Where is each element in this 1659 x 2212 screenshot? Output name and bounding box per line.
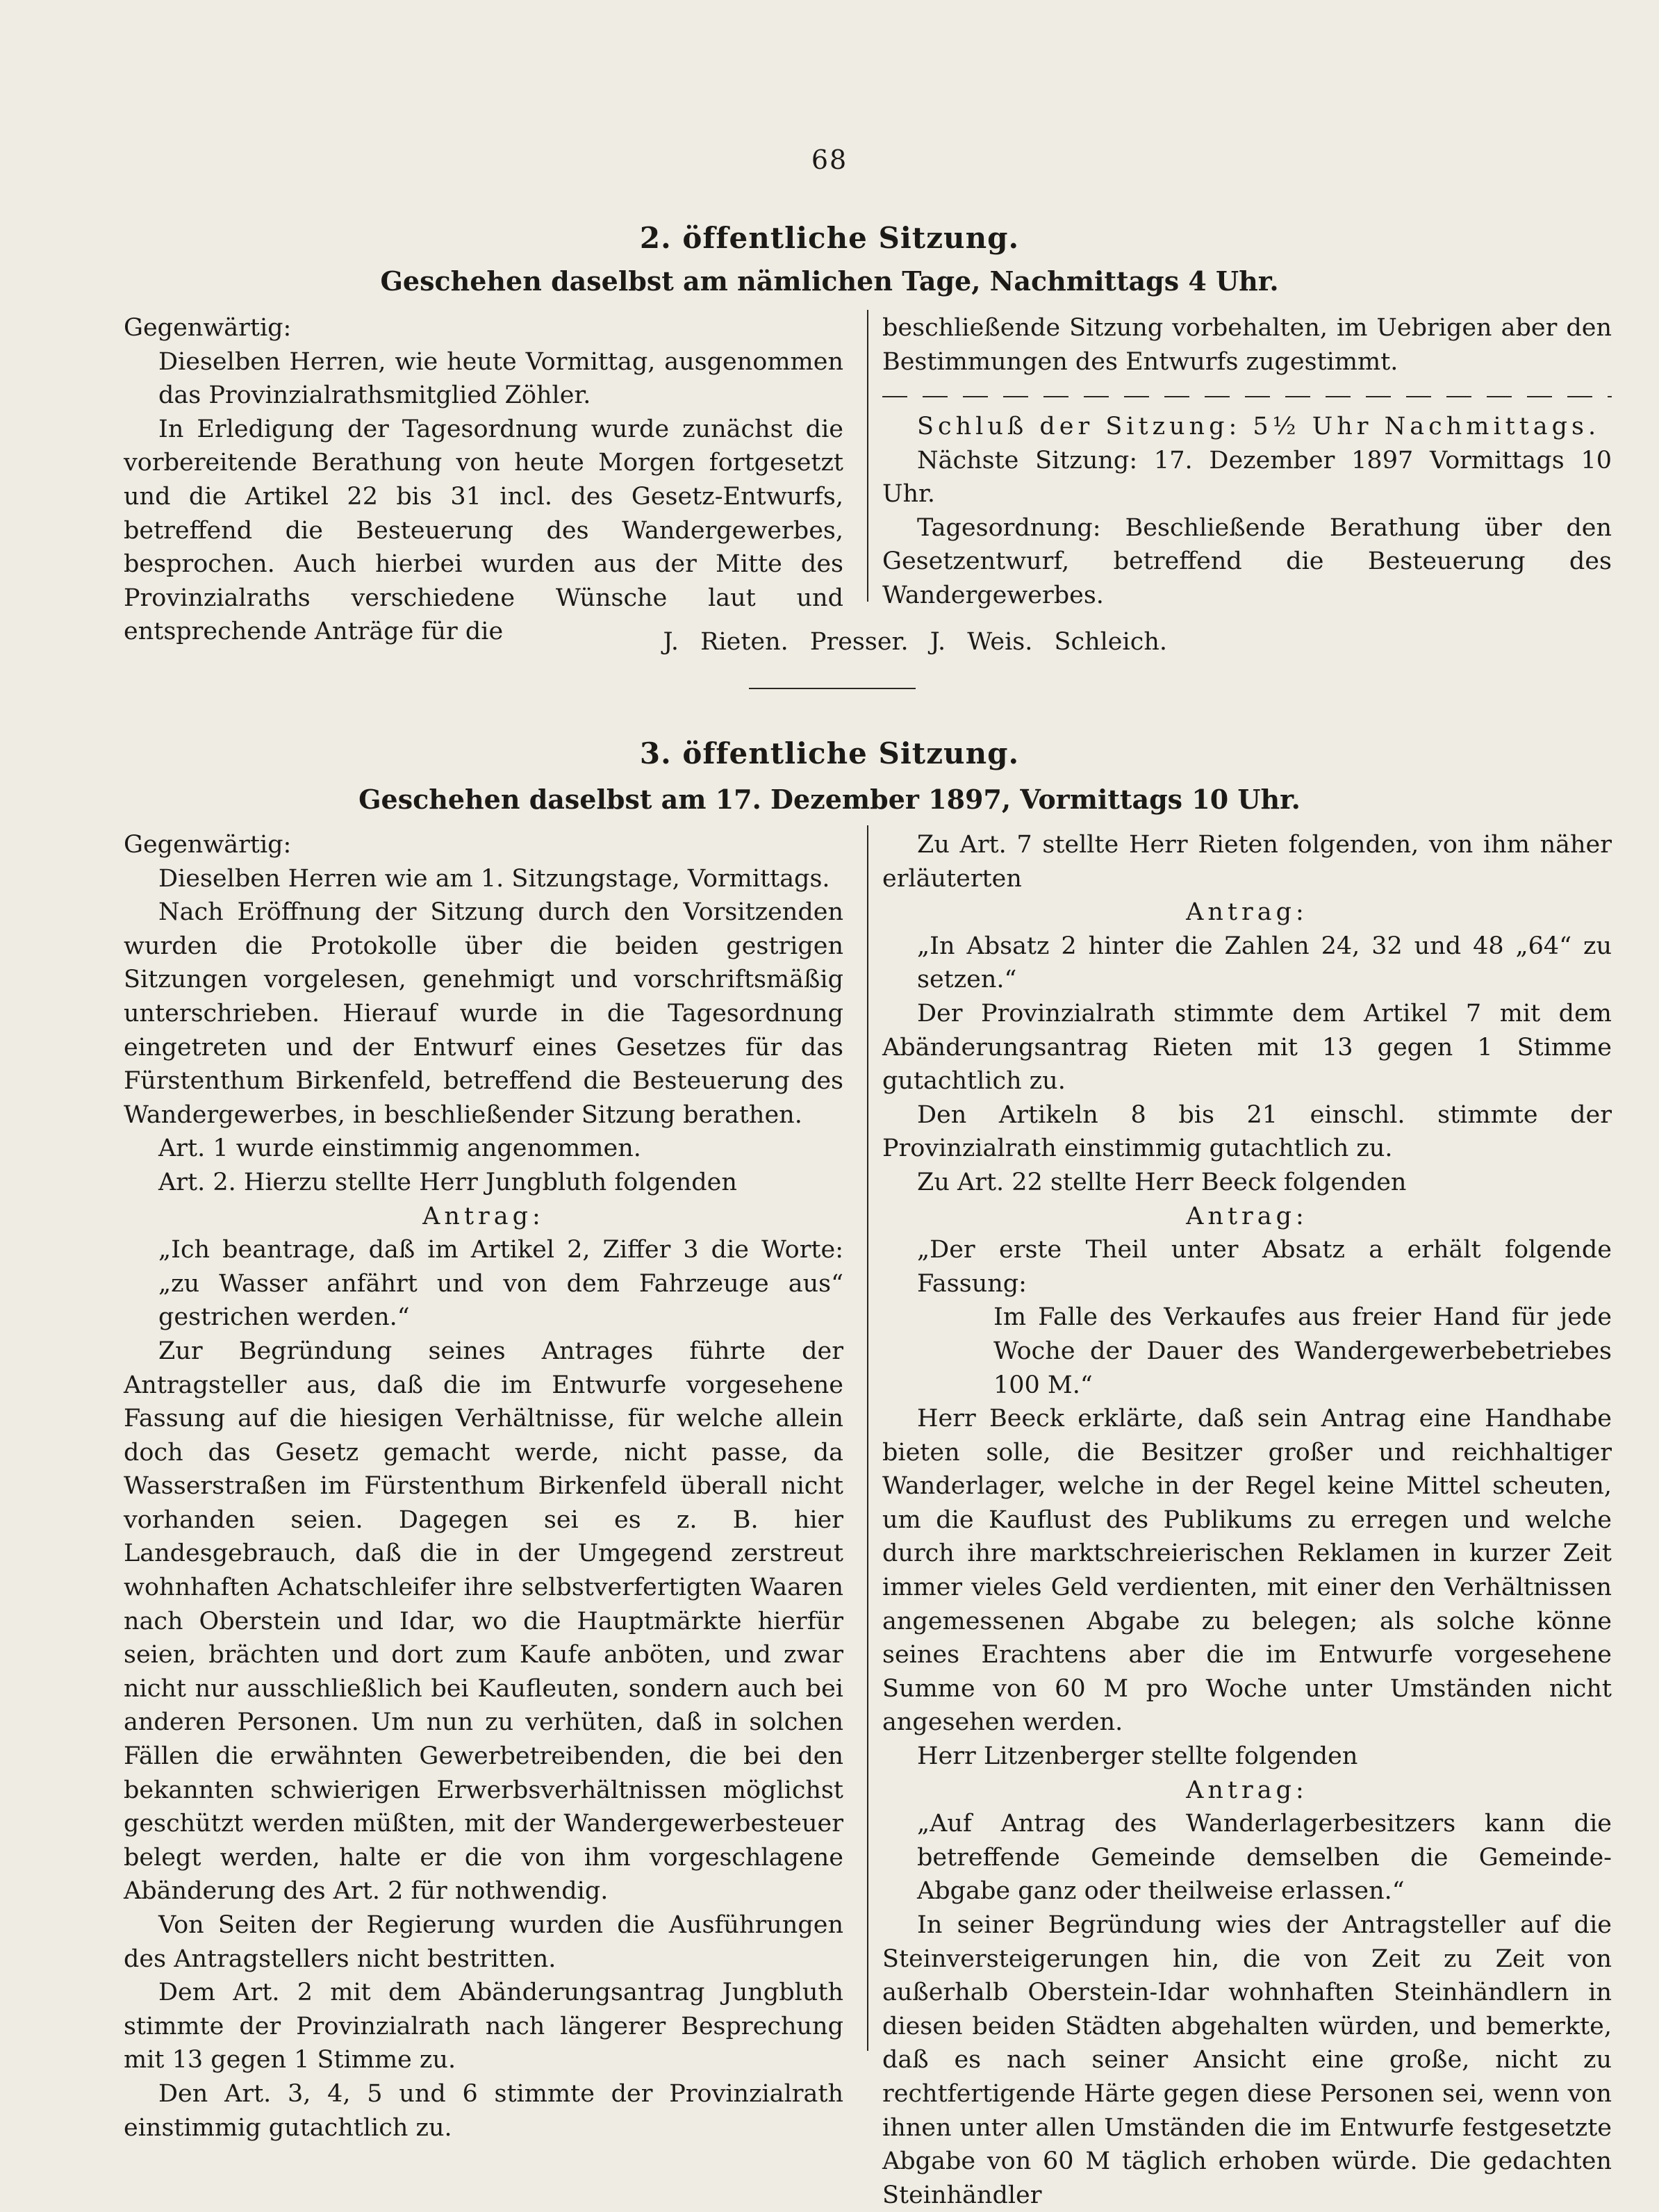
paragraph: In seiner Begründung wies der Antragsteller auf die Steinversteigerungen hin, die von Zeit zu Zeit von außerhalb Oberstein-Idar wohnhaften Steinhändlern in diesen beiden Städten abgehalten würden, und bemerkte, daß es nach seiner Ansicht eine große, nicht zu rechtfertigende Härte gegen diese Personen sei, wenn von ihnen unter allen Umständen die im Entwurfe festgesetzte Abgabe von 60 M täglich erhoben würde. Die gedachten Steinhändler [882,1911,1612,2209]
paragraph: Der Provinzialrath stimmte dem Artikel 7 mit dem Abänderungsantrag Rieten mit 13 gegen 1 Stimme gutachtlich zu. [882,999,1612,1096]
motion-text: „Ich beantrage, daß im Artikel 2, Ziffer 3 die Worte: „zu Wasser anfährt und von dem Fahrzeuge aus“ gestrichen werden.“ [158,1236,843,1332]
section-separator [749,688,916,689]
motion-heading: Antrag: [422,1202,545,1230]
paragraph: Gegenwärtig: [124,831,292,859]
paragraph: Den Art. 3, 4, 5 und 6 stimmte der Provinzialrath einstimmig gutachtlich zu. [124,2079,843,2142]
paragraph: Nach Eröffnung der Sitzung durch den Vorsitzenden wurden die Protokolle über die beiden gestrigen Sitzungen vorgelesen, genehmigt und vorschriftsmäßig unterschrieben. Hierauf wurde in die Tagesordnung eingetreten und der Entwurf eines Gesetzes für das Fürstenthum Birkenfeld, betreffend die Besteuerung des Wandergewerbes, in beschließender Sitzung berathen. [124,898,843,1129]
motion-text: „In Absatz 2 hinter die Zahlen 24, 32 und 48 „64“ zu setzen.“ [917,932,1612,994]
section3-left-column [124,828,843,2145]
agenda: Tagesordnung: Beschließende Berathung über den Gesetzentwurf, betreffend die Besteuerung des Wandergewerbes. [882,513,1612,609]
section2-subtitle: Geschehen daselbst am nämlichen Tage, Nachmittags 4 Uhr. [380,265,1279,297]
column-divider [867,825,868,2051]
paragraph: beschließende Sitzung vorbehalten, im Uebrigen aber den Bestimmungen des Entwurfs zugestimmt. [882,314,1612,376]
motion-heading: Antrag: [1186,1776,1308,1804]
paragraph: Dem Art. 2 mit dem Abänderungsantrag Jungbluth stimmte der Provinzialrath nach längerer Besprechung mit 13 gegen 1 Stimme zu. [124,1979,843,2074]
paragraph: Art. 2. Hierzu stellte Herr Jungbluth folgenden [158,1168,737,1196]
paragraph: Art. 1 wurde einstimmig angenommen. [158,1134,641,1163]
paragraph: Zur Begründung seines Antrages führte der Antragsteller aus, daß die im Entwurfe vorgesehene Fassung auf die hiesigen Verhältnisse, für welche allein doch das Gesetz gemacht werde, nicht passe, da Wasserstraßen im Fürstenthum Birkenfeld überall nicht vorhanden seien. Dagegen sei es z. B. hier Landesgebrauch, daß die in der Umgegend zerstreut wohnhaften Achatschleifer ihre selbstverfertigten Waaren nach Oberstein und Idar, wo die Hauptmärkte hierfür seien, brächten und dort zum Kaufe anböten, und zwar nicht nur ausschließlich bei Kaufleuten, sondern auch bei anderen Personen. Um nun zu verhüten, daß in solchen Fällen die erwähnten Gewerbetreibenden, die bei den bekannten schwierigen Erwerbsverhältnissen möglichst geschützt werden müßten, mit der Wandergewerbesteuer belegt werden, halte er die von ihm vorgeschlagene Abänderung des Art. 2 für nothwendig. [124,1337,843,1906]
section2-left-column [124,311,843,649]
column-divider [867,310,868,602]
paragraph: Dieselben Herren, wie heute Vormittag, ausgenommen das Provinzialrathsmitglied Zöhler. [158,347,843,410]
paragraph: In Erledigung der Tagesordnung wurde zunächst die vorbereitende Berathung von heute Morgen fortgesetzt und die Artikel 22 bis 31 incl. des Gesetz-Entwurfs, betreffend die Besteuerung des Wandergewerbes, besprochen. Auch hierbei wurden aus der Mitte des Provinzialraths verschiedene Wünsche laut und entsprechende Anträge für die [124,415,843,646]
signatures: J. Rieten. Presser. J. Weis. Schleich. [663,628,1167,656]
motion-text: Im Falle des Verkaufes aus freier Hand für jede Woche der Dauer des Wandergewerbebetriebes 100 M.“ [993,1303,1612,1399]
motion-heading: Antrag: [1186,1202,1308,1230]
paragraph: Zu Art. 7 stellte Herr Rieten folgenden, von ihm näher erläuterten [882,831,1612,893]
section2-right-column-end [882,410,1612,613]
paragraph: Gegenwärtig: [124,314,292,342]
next-session: Nächste Sitzung: 17. Dezember 1897 Vormittags 10 Uhr. [882,446,1612,509]
motion-heading: Antrag: [1186,898,1308,927]
motion-text: „Auf Antrag des Wanderlagerbesitzers kann die betreffende Gemeinde demselben die Gemeinde-Abgabe ganz oder theilweise erlassen.“ [917,1810,1612,1906]
section2-title: 2. öffentliche Sitzung. [639,221,1020,255]
motion-text: „Der erste Theil unter Absatz a erhält folgende Fassung: [917,1236,1612,1298]
section3-subtitle: Geschehen daselbst am 17. Dezember 1897, Vormittags 10 Uhr. [358,784,1301,815]
paragraph: Herr Litzenberger stellte folgenden [917,1742,1358,1771]
paragraph: Herr Beeck erklärte, daß sein Antrag eine Handhabe bieten solle, die Besitzer großer und reichhaltiger Wanderlager, welche in der Regel keine Mittel scheuten, um die Kauflust des Publikums zu erregen und welche durch ihre marktschreierischen Reklamen in kurzer Zeit immer vieles Geld verdienten, mit einer den Verhältnissen angemessenen Abgabe zu belegen; als solche könne seines Erachtens aber die im Entwurfe vorgesehene Summe von 60 M pro Woche unter Umständen nicht angesehen werden. [882,1405,1612,1737]
paragraph: Zu Art. 22 stellte Herr Beeck folgenden [917,1168,1407,1196]
section3-title: 3. öffentliche Sitzung. [639,736,1020,770]
section2-right-column [882,311,1612,379]
closing-time: Schluß der Sitzung: 5½ Uhr Nachmittags. [917,413,1601,440]
signatures-block [124,625,1612,659]
page-number: 68 [811,145,848,175]
paragraph: Den Artikeln 8 bis 21 einschl. stimmte der Provinzialrath einstimmig gutachtlich zu. [882,1100,1612,1163]
dashed-rule [882,396,1612,397]
paragraph: Von Seiten der Regierung wurden die Ausführungen des Antragstellers nicht bestritten. [124,1911,843,1973]
paragraph: Dieselben Herren wie am 1. Sitzungstage, Vormittags. [158,864,830,893]
section3-right-column [882,828,1612,2212]
